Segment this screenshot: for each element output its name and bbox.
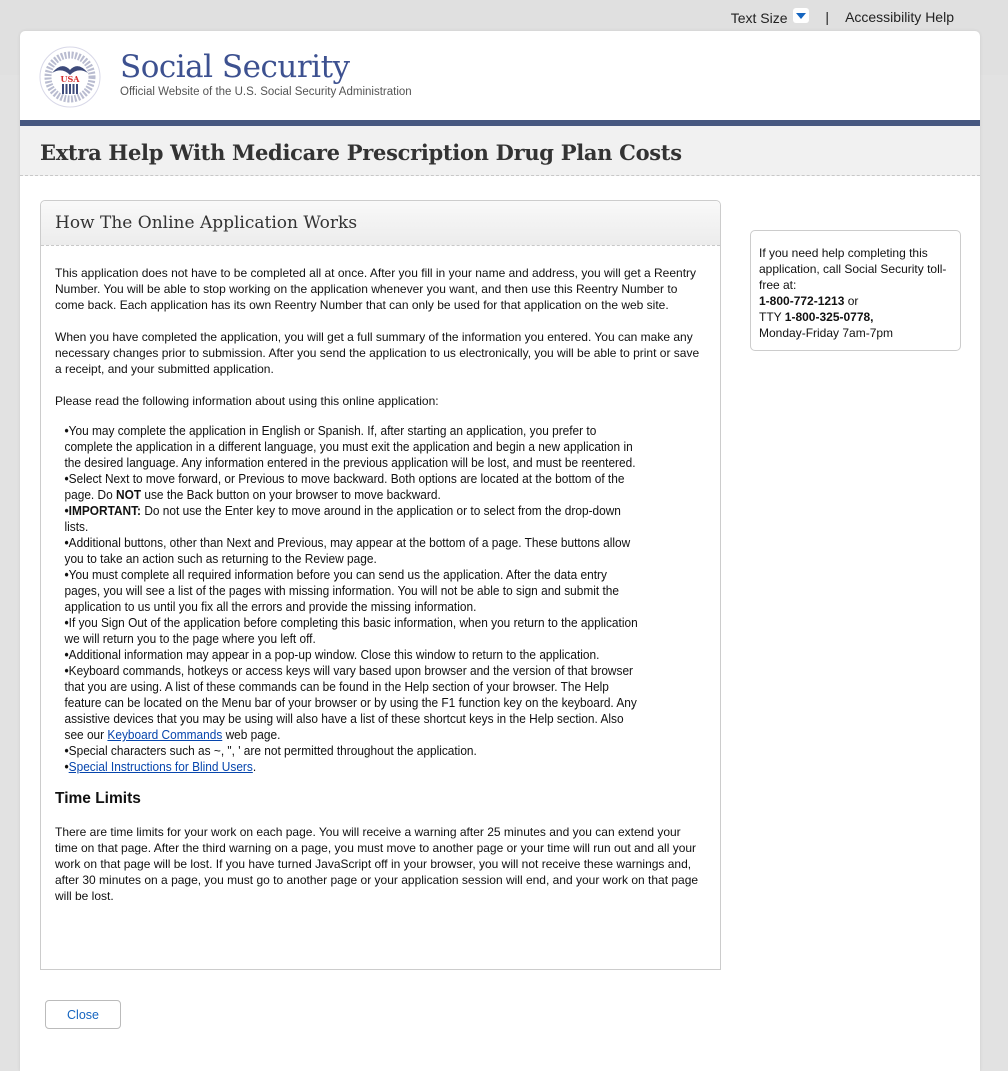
- list-item: • Select Next to move forward, or Previous to move backward. Both options are located at the bottom of the page. Do NOT use the Back button on your browser to move backward.: [65, 471, 645, 503]
- list-item: • Special characters such as ~, ", ' are not permitted throughout the application.: [65, 743, 645, 759]
- dropdown-arrow-icon[interactable]: [793, 8, 809, 23]
- brand-title[interactable]: Social Security: [120, 49, 350, 85]
- time-limits-heading: Time Limits: [55, 790, 141, 807]
- tty-number: 1-800-325-0778,: [784, 310, 874, 324]
- separator: |: [825, 9, 830, 25]
- list-item: • Keyboard commands, hotkeys or access keys will vary based upon browser and the version of that browser that you are using. A list of these commands can be found in the Help section of your browser. The Help feature can be located on the Menu bar of your browser or by using the F1 function key on the keyboard. Any assistive devices that you may be using will also have a list of these shortcut keys in the Help section. Also see our Keyboard Commands web page.: [65, 663, 645, 743]
- panel-heading: How The Online Application Works: [55, 213, 358, 233]
- list-item: • IMPORTANT: Do not use the Enter key to move around in the application or to select from the drop-down lists.: [65, 503, 645, 535]
- hours: Monday-Friday 7am-7pm: [759, 326, 894, 340]
- text-size-menu[interactable]: Text Size: [731, 8, 810, 26]
- instructions-list: [55, 423, 644, 775]
- ssa-seal-logo[interactable]: [38, 45, 102, 109]
- brand-subtitle: Official Website of the U.S. Social Security Administration: [120, 86, 412, 98]
- phone-number: 1-800-772-1213: [759, 294, 845, 308]
- list-item: • Special Instructions for Blind Users.: [65, 759, 645, 775]
- title-band: [20, 126, 980, 176]
- list-item: • If you Sign Out of the application before completing this basic information, when you return to the application we will return you to the page where you left off.: [65, 615, 645, 647]
- page-card: [20, 31, 980, 1071]
- list-item: • You may complete the application in English or Spanish. If, after starting an application, you prefer to complete the application in a different language, you must exit the application and begin a new application in the desired language. Any information entered in the previous application will be lost, and must be reentered.: [65, 423, 645, 471]
- panel-header: [41, 201, 720, 246]
- list-item: • Additional information may appear in a pop-up window. Close this window to return to the application.: [65, 647, 645, 663]
- utility-nav: [731, 8, 954, 26]
- list-item: • Additional buttons, other than Next and Previous, may appear at the bottom of a page. These buttons allow you to take an action such as returning to the Review page.: [65, 535, 645, 567]
- keyboard-commands-link[interactable]: Keyboard Commands: [107, 728, 223, 742]
- accessibility-help-link[interactable]: Accessibility Help: [845, 9, 954, 25]
- close-button[interactable]: Close: [45, 1000, 121, 1029]
- how-it-works-panel: [40, 200, 721, 970]
- page-title: Extra Help With Medicare Prescription Drug Plan Costs: [40, 140, 682, 165]
- panel-body: [41, 246, 720, 904]
- instructions-intro: Please read the following information about using this online application:: [55, 394, 439, 408]
- brand: [120, 49, 412, 98]
- blind-users-instructions-link[interactable]: Special Instructions for Blind Users: [68, 760, 253, 774]
- list-item: • You must complete all required information before you can send us the application. After the data entry pages, you will see a list of the pages with missing information. You will not be able to sign and submit the application to us until you fix all the errors and provide the missing information.: [65, 567, 645, 615]
- help-box: If you need help completing this application, call Social Security toll-free at: 1-800-772-1213 or TTY 1-800-325-0778, Monday-Friday 7am-7pm: [750, 230, 961, 351]
- time-limits-text: There are time limits for your work on each page. You will receive a warning after 25 minutes and you can extend your time on that page. After the third warning on a page, you must move to another page or your time will run out and all your work on that page will be lost. If you have turned JavaScript off in your browser, you will not receive these warnings and, after 30 minutes on a page, you must go to another page or your application session will end, and your work on that page will be lost.: [55, 825, 699, 903]
- summary-paragraph: When you have completed the application, you will get a full summary of the information you entered. You can make any necessary changes prior to submission. After you send the application to us electronically, you will be able to print or save a receipt, and your submitted application.: [55, 330, 700, 376]
- intro-paragraph: This application does not have to be completed all at once. After you fill in your name and address, you will get a Reentry Number. You will be able to stop working on the application whenever you want, and then use this Reentry Number to come back. Each application has its own Reentry Number that can only be used for that application on the web site.: [55, 266, 697, 312]
- svg-text:USA: USA: [60, 74, 80, 84]
